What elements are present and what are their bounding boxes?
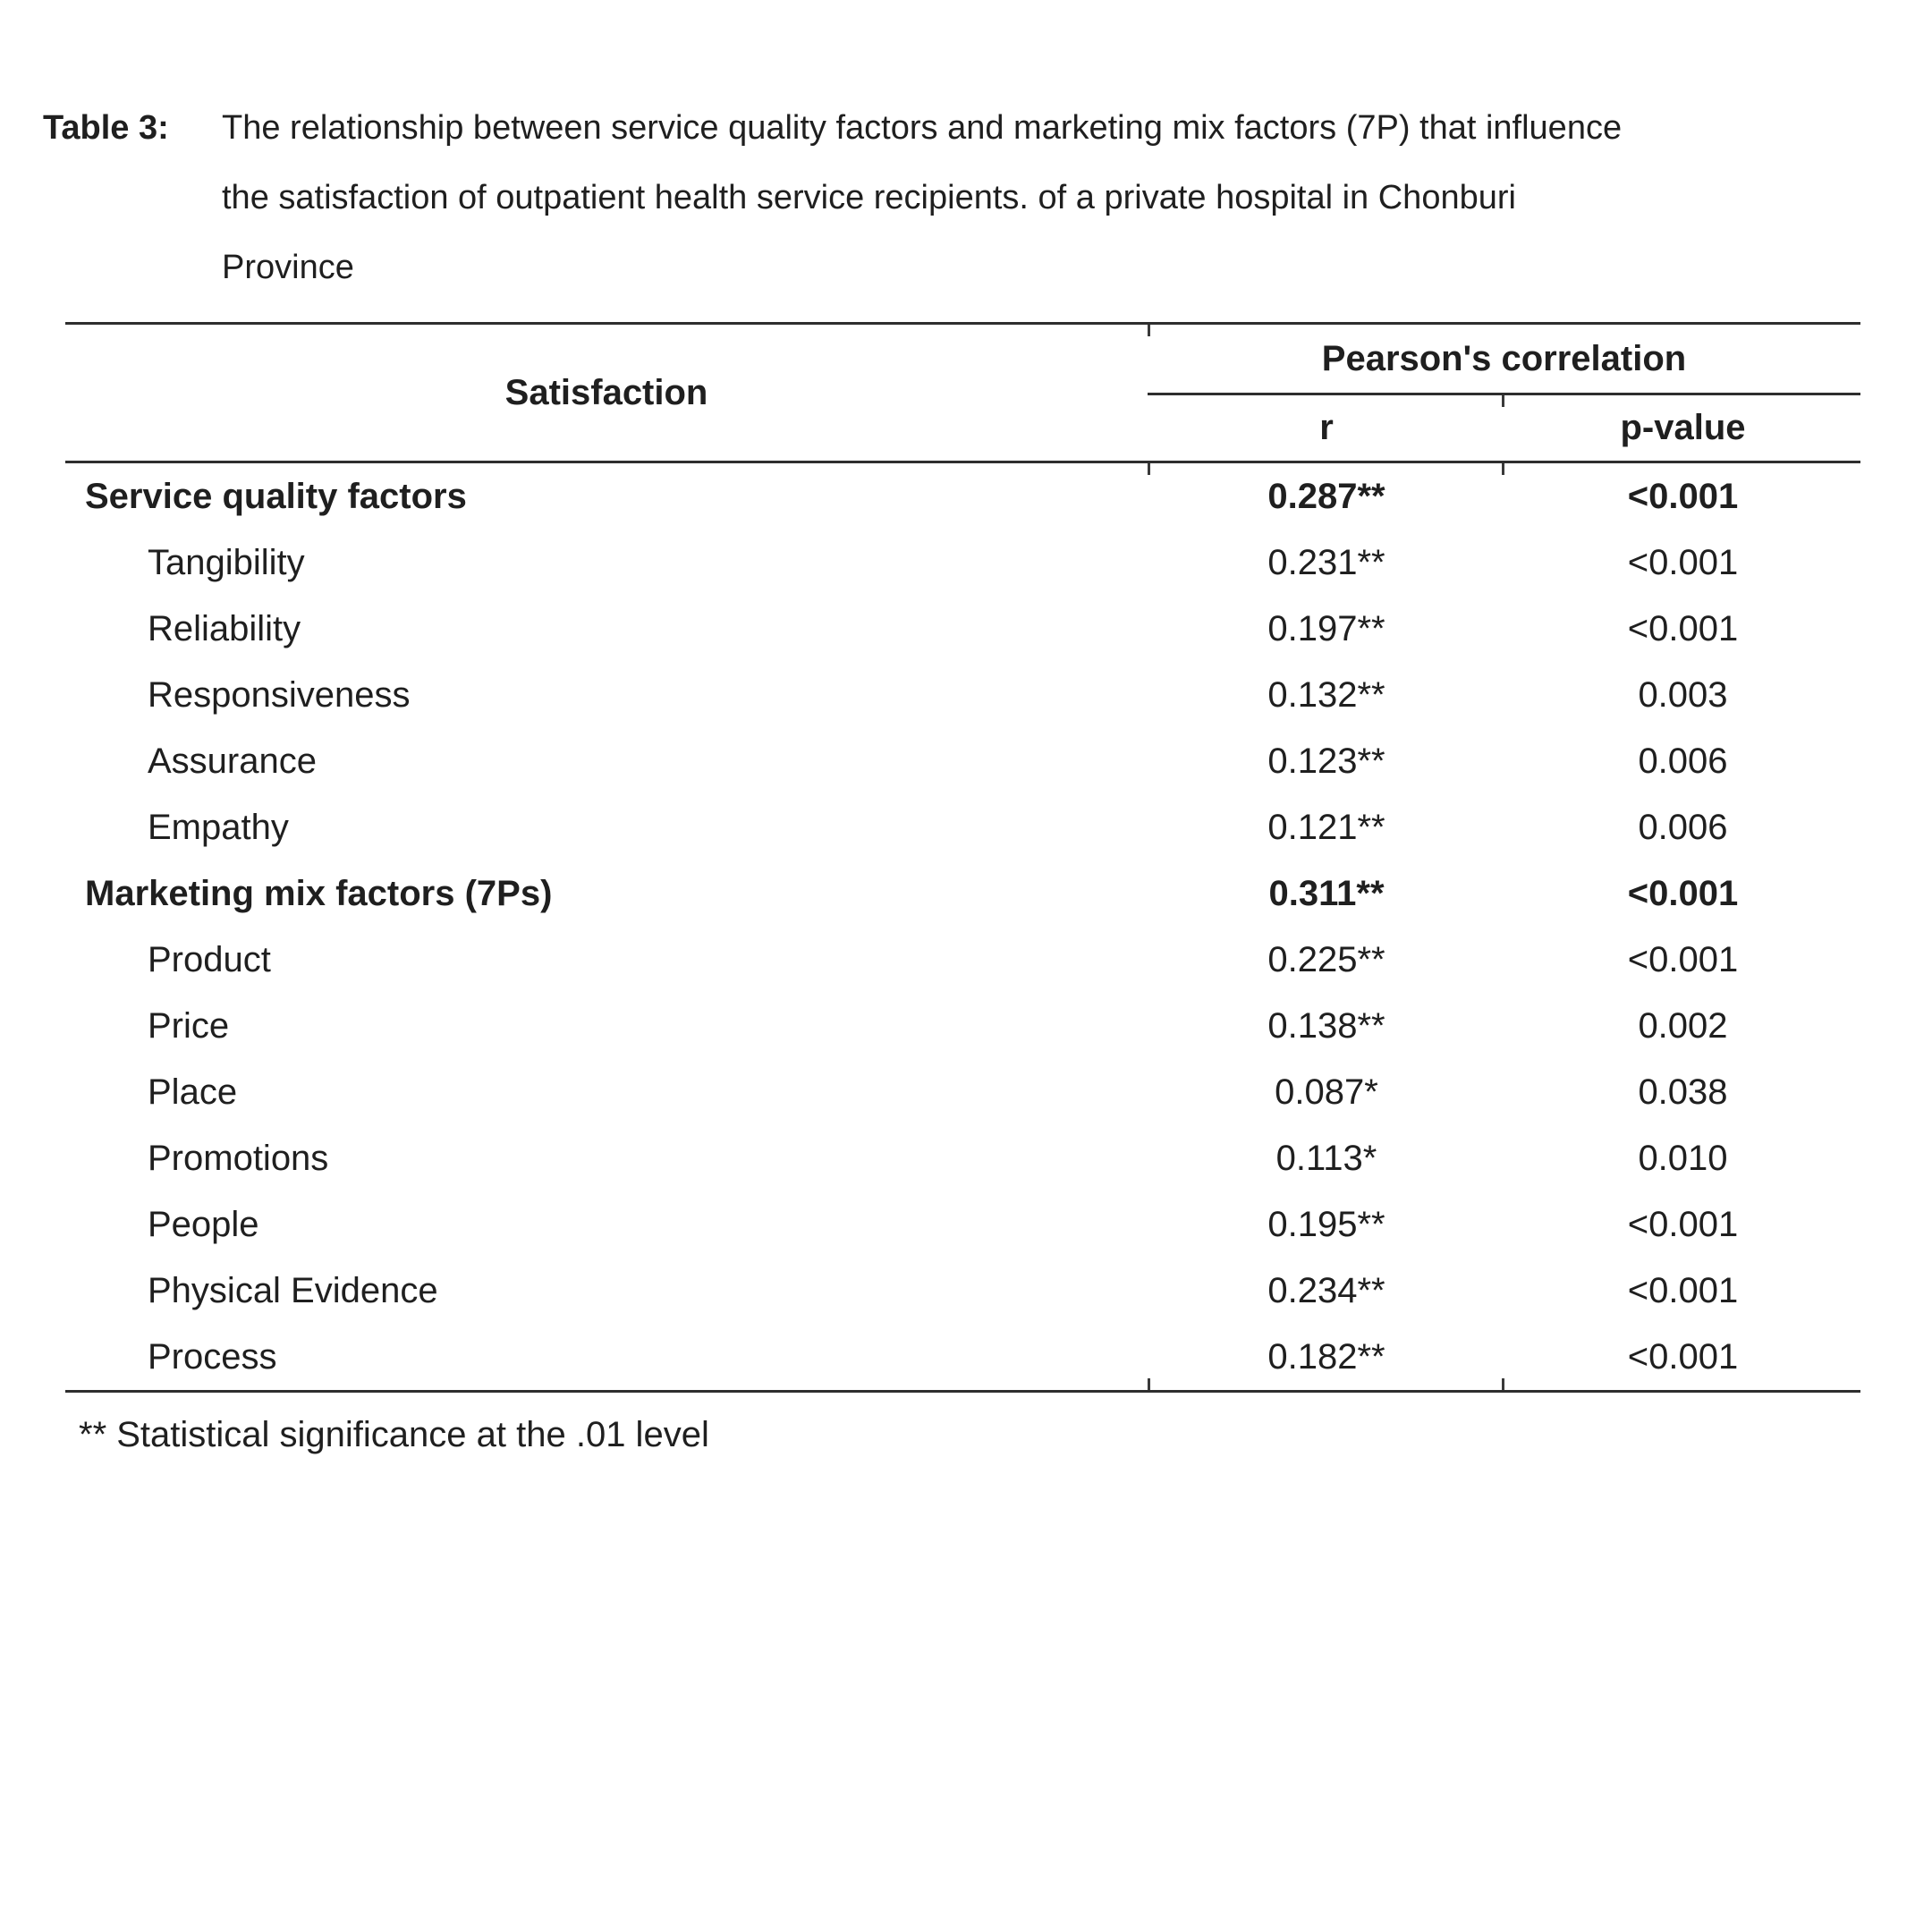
row-r-value: 0.311** [1268,873,1385,913]
column-boundary-tick [1148,325,1150,336]
table-row [65,1191,1860,1258]
row-label: Responsiveness [148,674,411,715]
row-r-value: 0.195** [1267,1204,1385,1244]
header-p-value: p-value [1620,408,1746,447]
row-r-value: 0.132** [1267,674,1385,715]
row-label: Tangibility [148,542,305,582]
correlation-table [65,322,1860,1393]
table-row [65,1258,1860,1324]
row-p-value: <0.001 [1627,542,1739,582]
table-row [65,993,1860,1059]
table-row [65,596,1860,662]
column-boundary-tick [1502,1378,1504,1390]
table-row [65,1125,1860,1191]
row-p-value: 0.038 [1638,1072,1728,1112]
caption-line: Province [222,249,354,286]
significance-footnote: ** Statistical significance at the .01 level [79,1415,709,1454]
row-p-value: <0.001 [1627,608,1739,648]
row-label: Marketing mix factors (7Ps) [85,873,553,913]
table-body [65,463,1860,1393]
row-p-value: <0.001 [1627,1270,1739,1310]
row-p-value: 0.010 [1638,1138,1728,1178]
table-row [65,927,1860,993]
row-p-value: 0.002 [1638,1005,1728,1046]
table-row [65,662,1860,728]
table-row [65,728,1860,794]
row-p-value: <0.001 [1627,873,1739,913]
row-r-value: 0.182** [1267,1336,1385,1377]
row-r-value: 0.234** [1267,1270,1385,1310]
row-label: Place [148,1072,238,1112]
row-p-value: 0.003 [1638,674,1728,715]
row-p-value: <0.001 [1627,939,1739,979]
row-label: Price [148,1005,230,1046]
row-label: Reliability [148,608,301,648]
caption-line: the satisfaction of outpatient health service recipients. of a private hospital in Chonburi [222,179,1516,216]
row-r-value: 0.225** [1267,939,1385,979]
row-r-value: 0.197** [1267,608,1385,648]
table-caption [43,93,1622,302]
table-row [65,1324,1860,1390]
table-caption-label: Table 3: [43,109,169,147]
row-label: Promotions [148,1138,329,1178]
row-label: Process [148,1336,277,1377]
table-row [65,1059,1860,1125]
header-pearson-group [1148,325,1860,461]
row-label: Empathy [148,807,289,847]
row-label: Product [148,939,271,979]
caption-line: The relationship between service quality factors and marketing mix factors (7P) that influence [222,109,1623,147]
column-boundary-tick [1502,463,1504,475]
row-r-value: 0.138** [1267,1005,1385,1046]
row-r-value: 0.231** [1267,542,1385,582]
table-row [65,860,1860,927]
row-r-value: 0.113* [1275,1138,1377,1178]
row-p-value: <0.001 [1627,1336,1739,1377]
row-p-value: <0.001 [1627,1204,1739,1244]
header-r: r [1319,408,1334,447]
table-row [65,463,1860,530]
row-label: Service quality factors [85,476,467,516]
column-boundary-tick [1148,1378,1150,1390]
row-r-value: 0.087* [1275,1072,1378,1112]
row-p-value: 0.006 [1638,807,1728,847]
table-header [65,325,1860,463]
header-pearson-correlation: Pearson's correlation [1148,325,1860,395]
table-row [65,530,1860,596]
row-label: Physical Evidence [148,1270,438,1310]
header-satisfaction: Satisfaction [504,372,708,412]
row-r-value: 0.123** [1267,741,1385,781]
row-label: People [148,1204,259,1244]
row-label: Assurance [148,741,317,781]
table-row [65,794,1860,860]
row-r-value: 0.287** [1267,476,1385,516]
row-p-value: <0.001 [1627,476,1739,516]
column-boundary-tick [1502,395,1504,407]
row-r-value: 0.121** [1267,807,1385,847]
row-p-value: 0.006 [1638,741,1728,781]
column-boundary-tick [1148,463,1150,475]
table-caption-text [222,93,1622,302]
